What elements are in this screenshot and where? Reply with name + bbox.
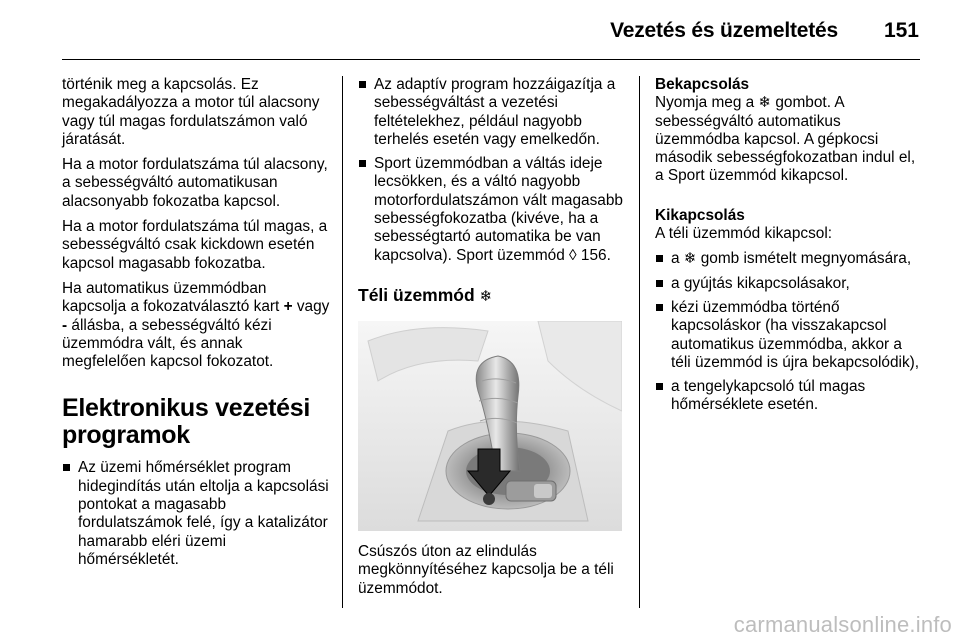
watermark: carmanualsonline.info: [733, 612, 952, 637]
plus-symbol: +: [283, 298, 293, 316]
list-item: a tengelykapcsoló túl magas hőmérséklete esetén.: [655, 378, 923, 415]
header-rule: [62, 59, 920, 60]
spacer: [655, 193, 923, 207]
list-item: kézi üzemmódba történő kapcsoláskor (ha visszakapcsol automatikus üzemmódba, akkor a téli üzemmód is újra bekapcsolódik),: [655, 299, 923, 372]
gear-selector-drawing: [358, 321, 622, 531]
section-heading-electronic-programs: Elektronikus vezetési programok: [62, 394, 310, 450]
list-item: [655, 250, 923, 268]
switch-on-text-a: Nyomja meg a: [655, 94, 759, 112]
switch-off-list: [655, 250, 923, 414]
page-header: [0, 0, 960, 60]
column-2: [358, 76, 624, 605]
list-item: Az adaptív program hozzáigazítja a sebességváltást a vezetési feltételekhez, például nagyobb terhelés esetén vagy emelkedőn.: [358, 76, 624, 149]
list-item: Az üzemi hőmérséklet program hidegindítás után eltolja a kapcsolási pontokat a magasabb fordulatszámok felé, így a katalizátor hamarabb eléri üzemi hőmérsékletét.: [62, 459, 330, 569]
subheading-switch-off: Kikapcsolás: [655, 206, 745, 224]
list-item: a gyújtás kikapcsolásakor,: [655, 275, 923, 293]
reference-arrow-icon: ◊: [569, 246, 577, 264]
paragraph-2: Ha a motor fordulatszáma túl alacsony, a sebességváltó automatikusan alacsonyabb fokozatba kapcsol.: [62, 156, 328, 210]
sport-text-b: 156.: [576, 246, 611, 264]
paragraph-4-text-a: Ha automatikus üzemmódban kapcsolja a fokozatválasztó kart: [62, 279, 284, 316]
paragraph-1: történik meg a kapcsolás. Ez megakadályozza a motor túl alacsony vagy túl magas fordulatszámon való járatását.: [62, 76, 320, 148]
column-3: [655, 76, 923, 421]
snowflake-icon: ❄: [683, 250, 697, 268]
switch-on-text-b: gombot. A sebességváltó automatikus üzemmódba kapcsol. A gépkocsi második sebességfokozatban indul el, a Sport üzemmód kikapcsol.: [655, 94, 916, 185]
paragraph-4-text-b: vagy: [292, 298, 330, 316]
paragraph-4: [62, 280, 330, 371]
paragraph-4-text-c: állásba, a sebességváltó kézi üzemmódra vált, és annak megfelelően kapcsol fokozatot.: [62, 316, 274, 371]
column-divider-2: [639, 76, 640, 608]
figure-caption: Csúszós úton az elindulás megkönnyítéséhez kapcsolja be a téli üzemmódot.: [358, 542, 614, 597]
page-number: 151: [883, 19, 919, 42]
subheading-switch-on: Bekapcsolás: [655, 76, 750, 93]
list-item: [358, 155, 624, 265]
winter-mode-heading-text: Téli üzemmód: [358, 284, 475, 305]
programs-list-continued: [358, 76, 624, 265]
section-heading-winter-mode: [358, 285, 624, 307]
sport-text-a: Sport üzemmódban a váltás ideje lecsökken, és a váltó nagyobb motorfordulatszámon vált magasabb sebességfokozatba (kivéve, ha a sebességtartó automatika be van kapcsolva). Sport üzemmód: [374, 155, 623, 264]
column-divider-1: [342, 76, 343, 608]
snowflake-icon: ❄: [479, 287, 493, 305]
programs-list: [62, 459, 330, 569]
gear-selector-illustration: [358, 321, 622, 531]
minus-symbol: -: [62, 316, 68, 334]
snowflake-icon: ❄: [758, 94, 772, 112]
bullet-1-text-a: a: [671, 250, 684, 268]
switch-off-intro: A téli üzemmód kikapcsol:: [655, 225, 833, 243]
header-title: Vezetés és üzemeltetés: [610, 19, 838, 42]
bullet-1-text-b: gomb ismételt megnyomására,: [696, 250, 912, 268]
switch-on-text: [655, 94, 923, 185]
column-1: [62, 76, 330, 575]
paragraph-3: Ha a motor fordulatszáma túl magas, a sebességváltó csak kickdown esetén kapcsol magasabb fokozatba.: [62, 218, 328, 272]
